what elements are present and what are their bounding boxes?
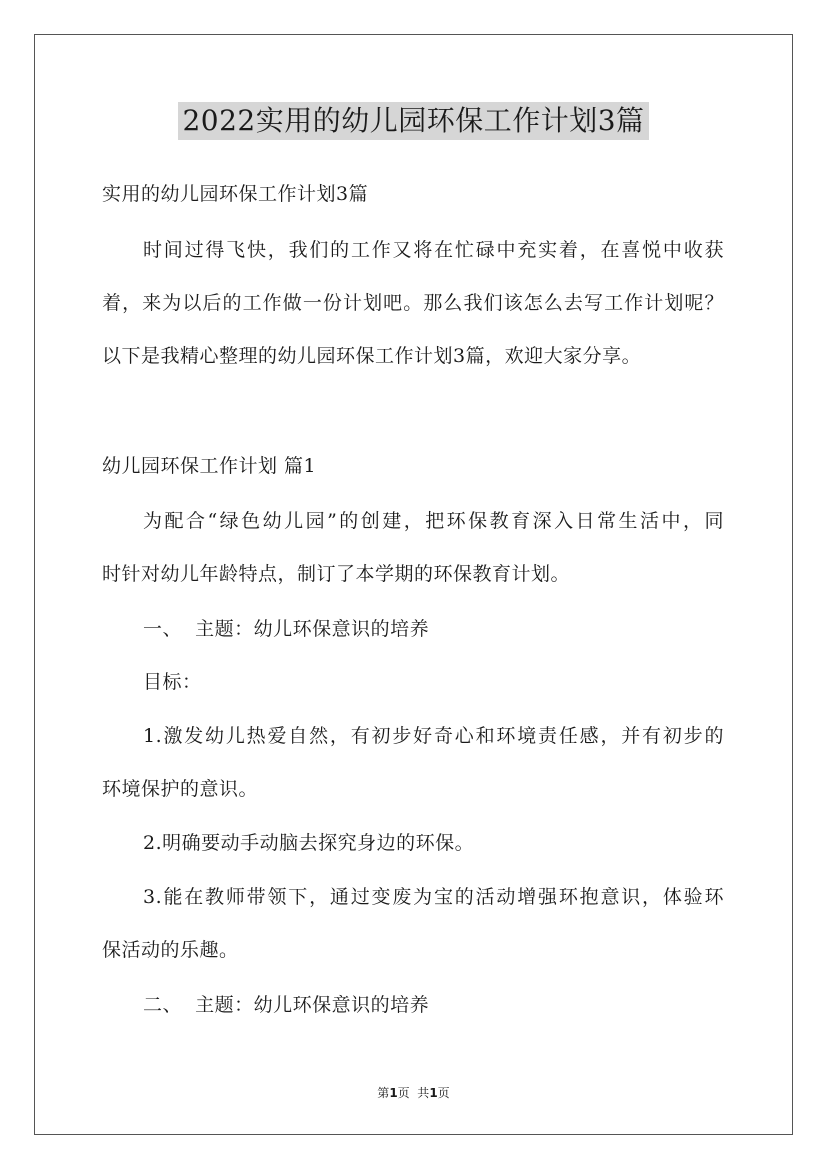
- footer-suffix: 页: [437, 1086, 450, 1100]
- section-para-line-1: 为配合“绿色幼儿园”的创建，把环保教育深入日常生活中，同: [143, 510, 724, 532]
- goal-3-line-2: 保活动的乐趣。: [102, 939, 239, 961]
- footer-page-total: 1: [429, 1086, 438, 1100]
- theme-heading-1: 一、 主题：幼儿环保意识的培养: [143, 618, 430, 640]
- goal-3-line-1: 3.能在教师带领下，通过变废为宝的活动增强环抱意识，体验环: [143, 886, 724, 908]
- goals-label: 目标：: [143, 671, 202, 693]
- section-para-line-2: 时针对幼儿年龄特点，制订了本学期的环保教育计划。: [102, 563, 571, 585]
- title-wrap: [0, 102, 827, 140]
- goal-1-line-1: 1.激发幼儿热爱自然，有初步好奇心和环境责任感，并有初步的: [143, 725, 724, 747]
- goal-1-line-2: 环境保护的意识。: [102, 778, 259, 800]
- theme-heading-2: 二、 主题：幼儿环保意识的培养: [143, 994, 430, 1016]
- document-title: 2022实用的幼儿园环保工作计划3篇: [178, 102, 648, 140]
- intro-line-2: 着，来为以后的工作做一份计划吧。那么我们该怎么去写工作计划呢？: [102, 292, 724, 314]
- footer-prefix: 第: [377, 1086, 390, 1100]
- intro-line-3: 以下是我精心整理的幼儿园环保工作计划3篇，欢迎大家分享。: [102, 345, 642, 367]
- goal-2: 2.明确要动手动脑去探究身边的环保。: [143, 832, 475, 854]
- footer-page-current: 1: [389, 1086, 398, 1100]
- page-footer: [0, 1085, 827, 1101]
- intro-line-1: 时间过得飞快，我们的工作又将在忙碌中充实着，在喜悦中收获: [143, 239, 724, 261]
- section-heading: 幼儿园环保工作计划 篇1: [102, 455, 317, 477]
- footer-mid: 页 共: [397, 1086, 430, 1100]
- document-subtitle: 实用的幼儿园环保工作计划3篇: [102, 183, 369, 205]
